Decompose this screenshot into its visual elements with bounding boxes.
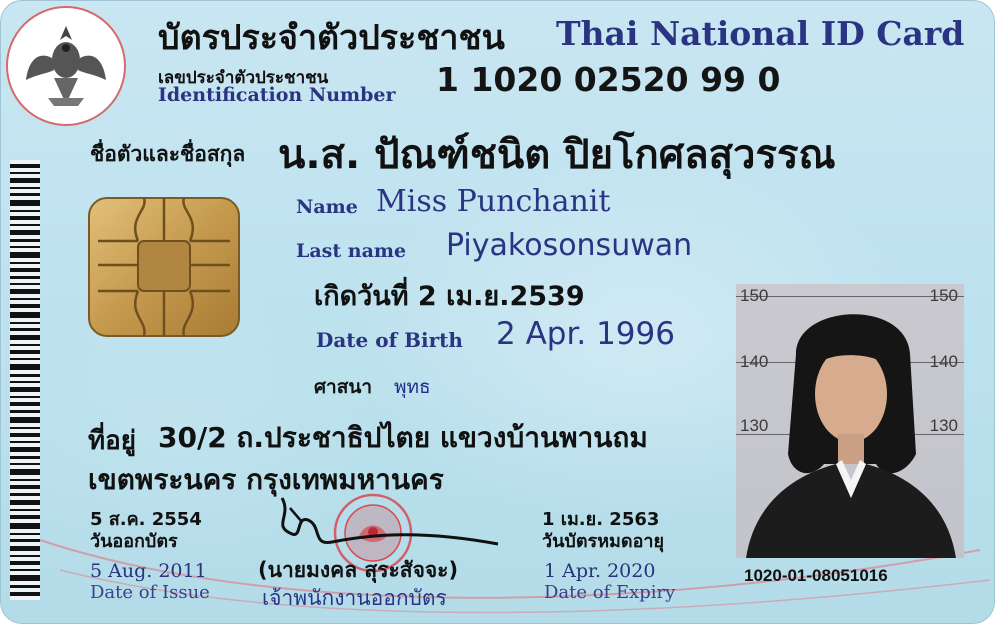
date-of-birth-label-english: Date of Birth xyxy=(316,328,463,352)
id-number: 1 1020 02520 99 0 xyxy=(436,60,781,99)
name-english: Miss Punchanit xyxy=(376,184,611,219)
garuda-emblem-icon xyxy=(6,6,126,126)
address-label: ที่อยู่ xyxy=(88,426,136,456)
issue-label-english: Date of Issue xyxy=(90,582,210,603)
last-name-english: Piyakosonsuwan xyxy=(446,228,693,263)
id-label-thai: เลขประจำตัวประชาชน xyxy=(158,68,329,88)
portrait-silhouette xyxy=(736,284,964,558)
issuing-officer-title: เจ้าพนักงานออกบัตร xyxy=(262,586,447,610)
expiry-date-english: 1 Apr. 2020 xyxy=(544,560,656,582)
card-title-english: Thai National ID Card xyxy=(556,14,965,53)
expiry-label-thai: วันบัตรหมดอายุ xyxy=(542,531,665,552)
card-title-thai: บัตรประจำตัวประชาชน xyxy=(158,18,505,58)
issue-label-thai: วันออกบัตร xyxy=(90,531,178,552)
id-label-english: Identification Number xyxy=(158,84,396,106)
barcode xyxy=(10,160,40,600)
height-mark-150-right: 150 xyxy=(929,286,958,305)
height-mark-130-left: 130 xyxy=(740,416,769,435)
issue-date-thai: 5 ส.ค. 2554 xyxy=(90,509,202,530)
expiry-date-thai: 1 เม.ย. 2563 xyxy=(542,509,660,530)
address-line-1: 30/2 ถ.ประชาธิปไตย แขวงบ้านพานถม xyxy=(158,421,648,454)
religion-value: พุทธ xyxy=(394,376,431,398)
issuing-officer-name: (นายมงคล สุระสัจจะ) xyxy=(258,558,459,582)
date-of-birth-english: 2 Apr. 1996 xyxy=(496,316,675,352)
name-label-thai: ชื่อตัวและชื่อสกุล xyxy=(90,142,246,166)
full-name-thai: น.ส. ปัณฑ์ชนิต ปิยโกศลสุวรรณ xyxy=(278,132,836,178)
height-mark-130-right: 130 xyxy=(929,416,958,435)
name-label-english: Name xyxy=(296,196,358,218)
height-mark-140-right: 140 xyxy=(929,352,958,371)
expiry-label-english: Date of Expiry xyxy=(544,582,676,603)
date-of-birth-thai: เกิดวันที่ 2 เม.ย.2539 xyxy=(314,281,585,312)
issue-date-english: 5 Aug. 2011 xyxy=(90,560,207,582)
religion-label: ศาสนา xyxy=(314,376,372,398)
photo-serial-number: 1020-01-08051016 xyxy=(744,566,888,585)
last-name-label-english: Last name xyxy=(296,240,407,262)
address-line-2: เขตพระนคร กรุงเทพมหานคร xyxy=(88,463,444,496)
height-mark-140-left: 140 xyxy=(740,352,769,371)
height-mark-150-left: 150 xyxy=(740,286,769,305)
holder-photo xyxy=(736,284,964,558)
smart-chip-icon xyxy=(88,197,240,337)
